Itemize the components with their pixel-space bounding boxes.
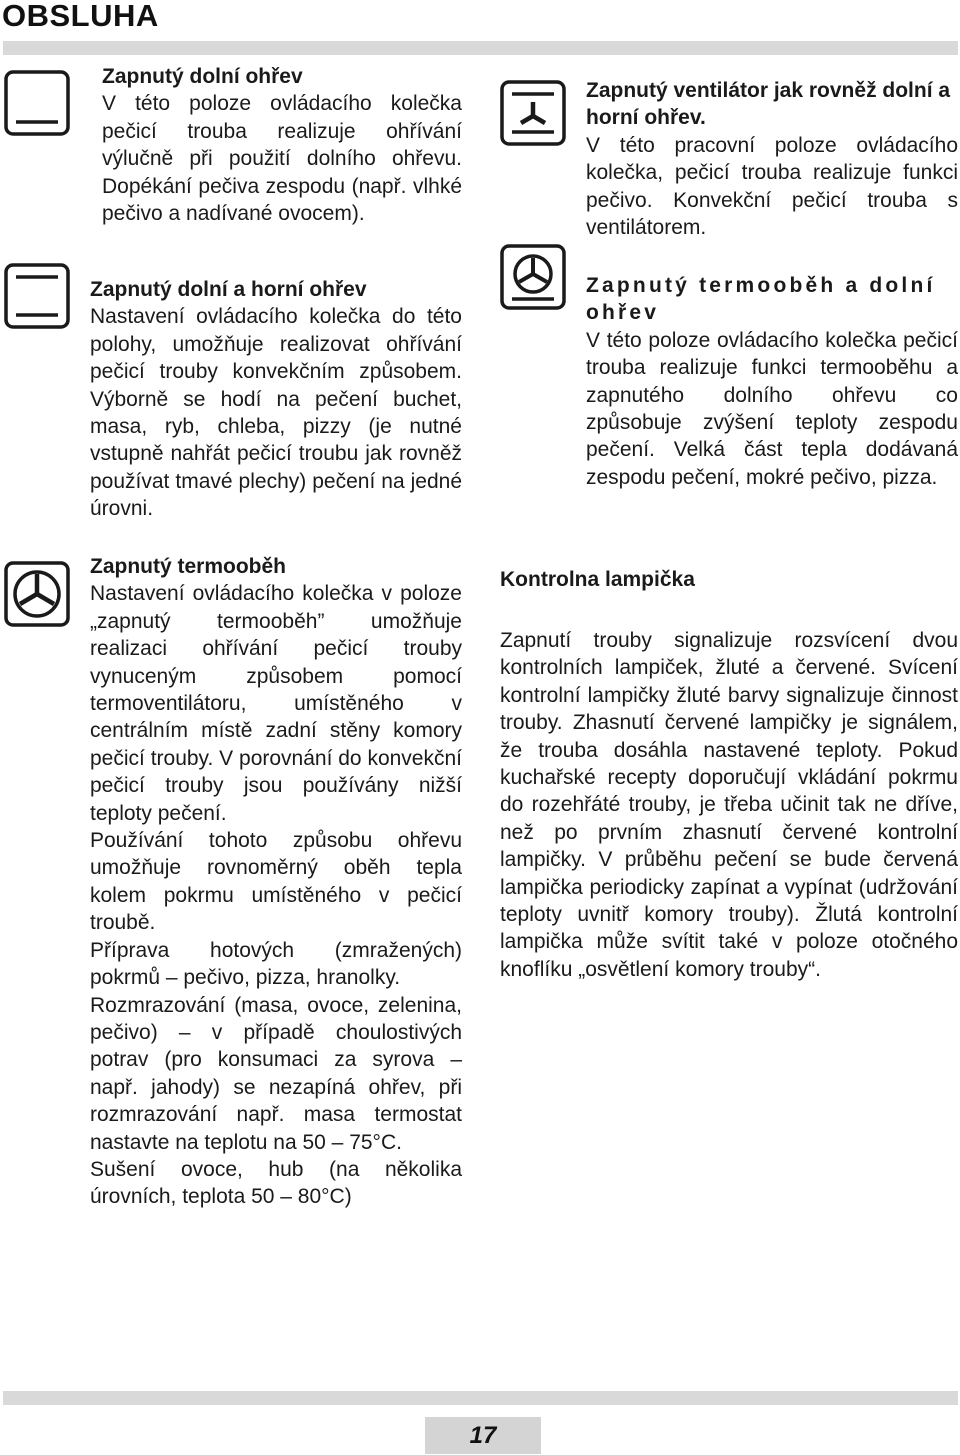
lamp-paragraph: Zapnutí trouby signalizuje rozsvícení dvou kontrolních lampiček, žluté a červené. Svícení kontrolní lampičky žluté barvy signalizuje činnost trouby. Zhasnutí červené lampičky je signálem, že trouba dosáhla nastavené teploty. Pokud kuchařské recepty doporučují vkládání pokrmu do rozehřáté trouby, je třeba učinit tak ne dříve, než po prvním zhasnutí červené kontrolní lampičky. V průběhu pečení se bude červená lampička periodicky zapínat a vypínat (udržování teploty uvnitř komory trouby). Žlutá kontrolní lampička může svítit také v poloze otočného knoflíku „osvětlení komory trouby“. <box>500 629 958 981</box>
section-fan-bottom <box>586 272 958 491</box>
section-title: Zapnutý dolní ohřev <box>102 65 303 88</box>
section-title: Zapnutý ventilátor jak rovněž dolní a horní ohřev. <box>586 79 951 130</box>
footer-rule <box>3 1391 958 1405</box>
section-paragraph: Používání tohoto způsobu ohřevu umožňuje rovnoměrný oběh tepla kolem pokrmu umístěného v pečicí troubě. <box>90 829 462 935</box>
section-paragraph: Sušení ovoce, hub (na několika úrovních, teplota 50 – 80°C) <box>90 1157 462 1209</box>
section-top-bottom-heat <box>90 276 462 523</box>
oven-fan-heater-icon <box>4 561 70 627</box>
section-paragraph: V této poloze ovládacího kolečka pečicí trouba realizuje ohřívání výlučně při použití dolního ohřevu. Dopékání pečiva zespodu (např. vlhké pečivo a nadívané ovocem). <box>102 92 462 226</box>
section-paragraph: Nastavení ovládacího kolečka v poloze „zapnutý termooběh” umožňuje realizaci ohřívání pečicí trouby vynuceným způsobem pomocí termoventilátoru, umístěného v centrálním místě zadní stěny komory pečicí trouby. V porovnání do konvekční pečicí trouby jsou používány nižší teploty pečení. <box>90 582 462 825</box>
section-paragraph: V této poloze ovládacího kolečka pečicí trouba realizuje funkci termooběhu a zapnutého dolního ohřevu co způsobuje zvýšení teploty zespodu pečení. Velká část tepla dodávaná zespodu pečení, mokré pečivo, pizza. <box>586 328 958 489</box>
oven-bottom-heat-icon <box>4 70 70 136</box>
section-fan-heater <box>90 553 462 1211</box>
page-number: 17 <box>425 1417 541 1454</box>
section-bottom-heat <box>102 63 462 227</box>
oven-top-bottom-heat-icon <box>4 263 70 329</box>
section-title: Zapnutý termooběh a dolní ohřev <box>586 274 936 325</box>
header-rule <box>3 41 958 55</box>
lamp-section <box>500 627 958 983</box>
section-title: Zapnutý termooběh <box>90 555 287 578</box>
section-paragraph: Rozmrazování (masa, ovoce, zelenina, pečivo) – v případě choulostivých potrav (pro konsumaci za syrova – např. jahody) se nezapíná ohřev, při rozmrazování např. masa termostat nastavte na teplotu na 50 – 75°C. <box>90 993 462 1154</box>
page-title: OBSLUHA <box>2 0 159 33</box>
section-paragraph: V této pracovní poloze ovládacího kolečka, pečicí trouba realizuje funkci pečivo. Konvekční pečicí trouba s ventilátorem. <box>586 133 958 240</box>
oven-fan-top-bottom-icon <box>500 80 566 146</box>
section-paragraph: Nastavení ovládacího kolečka do této polohy, umožňuje realizovat ohřívání pečicí trouby konvekčním způsobem. Výborně se hodí na pečení buchet, masa, ryb, chleba, pizzy (je nutné vstupně nahřát pečicí troubu jak rovněž používat tmavé plechy) pečení na jedné úrovni. <box>90 305 462 521</box>
oven-fan-bottom-icon <box>500 244 566 310</box>
section-fan-top-bottom <box>586 77 958 241</box>
section-title: Zapnutý dolní a horní ohřev <box>90 278 367 301</box>
section-paragraph: Příprava hotových (zmražených) pokrmů – pečivo, pizza, hranolky. <box>90 938 462 990</box>
lamp-heading: Kontrolna lampička <box>500 568 695 591</box>
